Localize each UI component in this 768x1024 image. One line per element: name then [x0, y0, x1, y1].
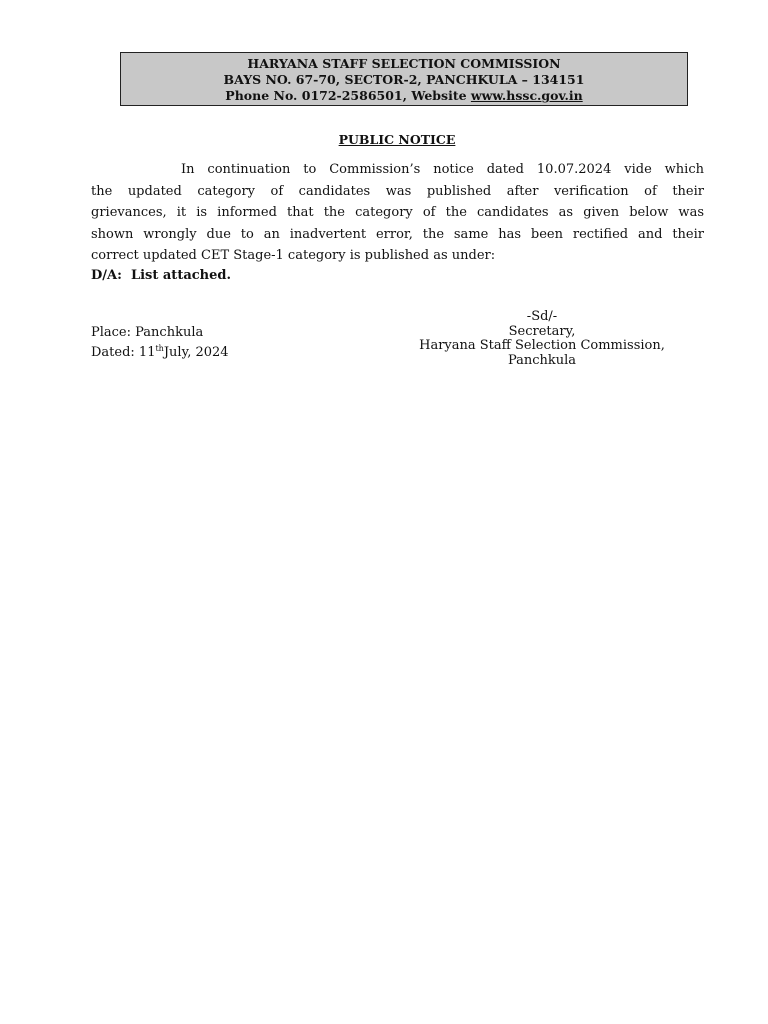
- paragraph-line-5: correct updated CET Stage-1 category is published as under:: [91, 248, 496, 263]
- dated-text: [91, 341, 229, 361]
- signatory-location: Panchkula: [507, 352, 577, 368]
- dated-prefix: Dated: 11: [91, 345, 156, 360]
- place-date-block: [91, 325, 229, 361]
- documents-attached: D/A: List attached.: [91, 268, 231, 283]
- website-link[interactable]: www.hssc.gov.in: [470, 88, 583, 103]
- paragraph-line-1: In continuation to Commission’s notice dated 10.07.2024 vide which: [181, 162, 704, 177]
- commission-address: BAYS NO. 67-70, SECTOR-2, PANCHKULA – 134151: [223, 72, 585, 87]
- commission-name: HARYANA STAFF SELECTION COMMISSION: [247, 56, 561, 71]
- dated-suffix: July, 2024: [163, 345, 229, 360]
- paragraph-line-3: grievances, it is informed that the category of the candidates as given below was: [91, 205, 704, 220]
- commission-contact: [121, 88, 687, 104]
- letterhead-box: [120, 52, 688, 106]
- dated-ordinal: th: [155, 344, 164, 353]
- notice-paragraph: [91, 159, 704, 267]
- signed-mark: -Sd/-: [526, 309, 558, 324]
- signatory-organization: Haryana Staff Selection Commission,: [419, 338, 665, 353]
- paragraph-line-4: shown wrongly due to an inadvertent error, the same has been rectified and their: [91, 226, 704, 242]
- notice-title: PUBLIC NOTICE: [338, 132, 456, 147]
- place-text: Place: Panchkula: [91, 325, 204, 340]
- signatory-designation: Secretary,: [508, 323, 576, 339]
- phone-text: Phone No. 0172-2586501, Website: [225, 88, 471, 103]
- paragraph-line-2: the updated category of candidates was published after verification of their: [91, 183, 704, 199]
- signature-block: [392, 310, 692, 368]
